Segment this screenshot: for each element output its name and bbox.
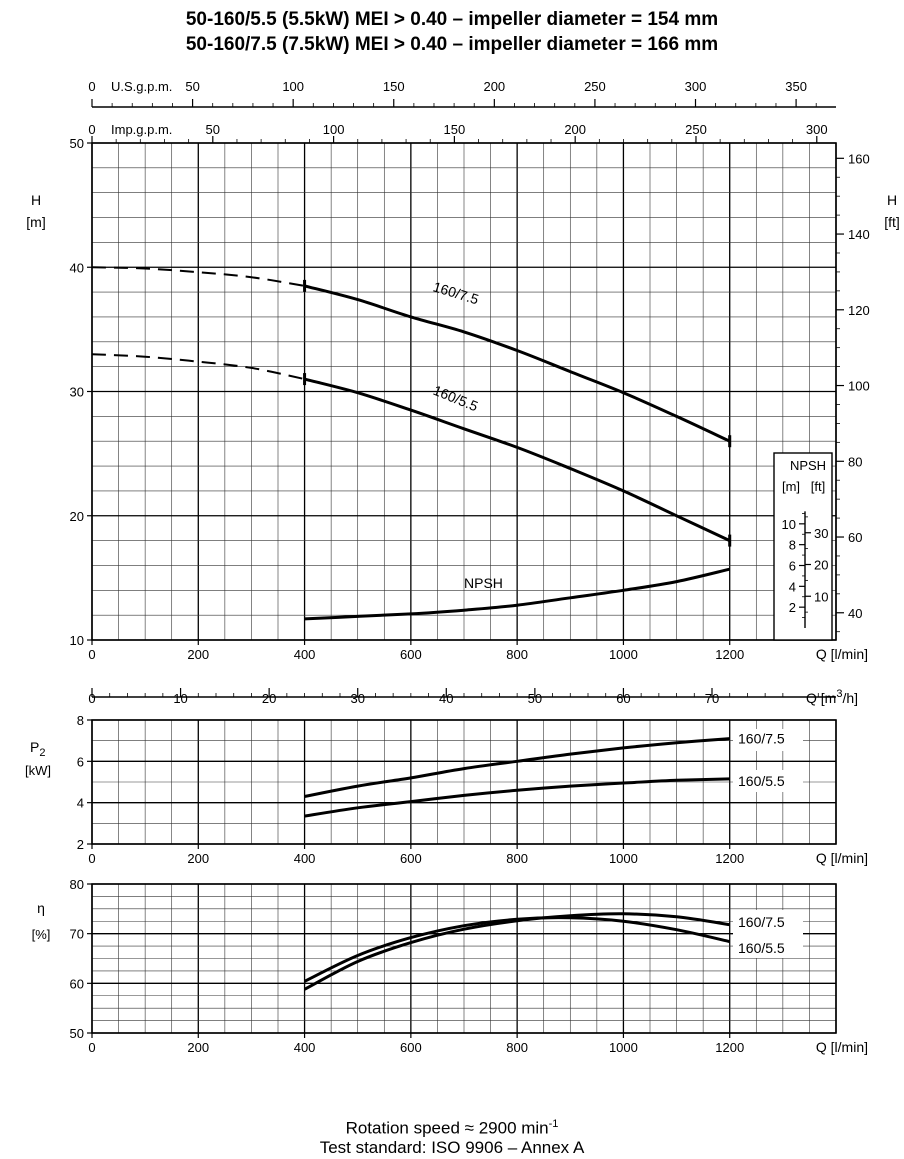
- head-ft-axis-label: H: [886, 192, 898, 208]
- power-series-label-5-5: 160/5.5: [738, 772, 785, 789]
- npsh-m-tick-label: 10: [781, 516, 796, 532]
- head-grid: [92, 143, 836, 640]
- q-m3h-tick-label: 60: [616, 691, 631, 706]
- q-m3h-label-pre: Q [m: [806, 690, 837, 706]
- eff-x-tick-label: 200: [187, 1040, 210, 1055]
- chart-title-line2: 50-160/7.5 (7.5kW) MEI > 0.40 – impeller diameter = 166 mm: [185, 34, 719, 55]
- head-y-tick-label: 10: [69, 633, 84, 648]
- power-x-tick-label: 0: [88, 851, 96, 866]
- npsh-m-unit: [m]: [781, 479, 801, 494]
- head-ft-tick-label: 120: [848, 302, 870, 318]
- head-x-tick-label: 800: [506, 647, 528, 662]
- power-x-tick-label: 800: [506, 851, 528, 866]
- npsh-ft-tick-label: 30: [814, 525, 829, 541]
- q-m3h-tick-label: 10: [173, 691, 188, 706]
- head-y-tick-label: 20: [69, 508, 84, 524]
- head-y-tick-label: 50: [69, 136, 84, 151]
- us-gpm-tick-label: 100: [282, 79, 305, 94]
- eff-x-tick-label: 0: [88, 1040, 96, 1055]
- head-x-tick-label: 1000: [608, 647, 638, 662]
- q-m3h-tick-label: 70: [704, 691, 720, 706]
- head-x-tick-label: 0: [88, 647, 96, 662]
- eff-x-tick-label: 1200: [715, 1040, 745, 1055]
- head-y-tick-label: 40: [69, 260, 84, 276]
- eff-x-axis-label: Q [l/min]: [815, 1039, 868, 1055]
- us-gpm-tick-label: 0: [88, 79, 96, 94]
- head-ft-tick-label: 60: [848, 530, 863, 546]
- us-gpm-tick-label: 300: [684, 79, 707, 94]
- npsh-m-tick-label: 2: [788, 600, 796, 616]
- imp-gpm-tick-label: 50: [205, 122, 221, 137]
- head-y-axis-unit: [m]: [26, 214, 46, 230]
- q-m3h-tick-label: 50: [527, 691, 543, 706]
- imp-gpm-tick-label: 100: [322, 122, 345, 137]
- us-gpm-tick-label: 350: [785, 79, 807, 94]
- imp-gpm-tick-label: 200: [564, 122, 587, 137]
- power-y-tick-label: 2: [76, 837, 84, 852]
- eff-x-tick-label: 800: [506, 1040, 528, 1055]
- power-y-axis-label: [30, 739, 45, 759]
- q-m3h-tick-label: 40: [439, 691, 454, 706]
- power-x-tick-label: 1000: [608, 851, 638, 866]
- q-m3h-axis-label: [806, 688, 858, 706]
- eff-y-tick-label: 50: [69, 1026, 84, 1041]
- eff-series-label-7-5: 160/7.5: [738, 914, 785, 930]
- q-m3h-label-exp: 3: [836, 688, 843, 700]
- rotation-speed-text: Rotation speed ≈ 2900 min: [345, 1118, 549, 1138]
- power-label-sub: 2: [39, 747, 46, 759]
- q-m3h-tick-label: 0: [88, 691, 96, 706]
- us-gpm-tick-label: 50: [185, 79, 200, 94]
- us-gpm-axis-label: U.S.g.p.m.: [111, 79, 173, 94]
- us-gpm-tick-label: 250: [584, 79, 606, 94]
- imp-gpm-tick-label: 150: [443, 122, 466, 137]
- npsh-ft-tick-label: 20: [814, 557, 829, 573]
- head-x-tick-label: 200: [187, 647, 210, 662]
- eff-y-axis-unit: [%]: [31, 927, 51, 942]
- eff-x-tick-label: 1000: [608, 1040, 638, 1055]
- power-x-tick-label: 600: [400, 851, 422, 866]
- head-x-tick-label: 1200: [715, 647, 745, 662]
- power-label-p: P: [30, 739, 40, 755]
- eff-y-axis-label: η: [37, 900, 45, 916]
- power-x-axis-label: Q [l/min]: [815, 850, 868, 866]
- eff-grid: [92, 884, 836, 1033]
- imp-gpm-tick-label: 300: [805, 122, 828, 137]
- eff-series-label-5-5: 160/5.5: [738, 940, 785, 956]
- chart-title-line1: 50-160/5.5 (5.5kW) MEI > 0.40 – impeller diameter = 154 mm: [185, 9, 719, 30]
- eff-y-tick-label: 60: [69, 976, 84, 992]
- eff-x-tick-label: 400: [293, 1040, 316, 1055]
- npsh-m-tick-label: 8: [788, 537, 796, 553]
- npsh-scale-title: NPSH: [789, 458, 827, 473]
- rotation-speed-exponent: -1: [548, 1118, 559, 1130]
- head-x-tick-label: 600: [400, 647, 422, 662]
- imp-gpm-tick-label: 250: [685, 122, 707, 137]
- power-x-tick-label: 400: [293, 851, 316, 866]
- q-m3h-label-post: /h]: [842, 690, 859, 706]
- head-ft-tick-label: 160: [848, 151, 870, 167]
- q-m3h-tick-label: 30: [350, 691, 365, 706]
- imp-gpm-axis-label: Imp.g.p.m.: [111, 122, 173, 137]
- head-y-tick-label: 30: [69, 384, 84, 400]
- head-ft-tick-label: 100: [848, 378, 870, 394]
- npsh-m-tick-label: 4: [788, 579, 796, 595]
- npsh-ft-unit: [ft]: [810, 479, 826, 494]
- head-ft-tick-label: 80: [848, 454, 863, 470]
- head-ft-axis-unit: [ft]: [884, 214, 900, 230]
- power-y-tick-label: 8: [76, 713, 84, 728]
- head-x-axis-label: Q [l/min]: [815, 646, 868, 662]
- q-m3h-tick-label: 20: [261, 691, 277, 706]
- eff-x-tick-label: 600: [400, 1040, 422, 1055]
- power-y-tick-label: 6: [76, 754, 84, 770]
- eff-y-tick-label: 70: [69, 926, 84, 942]
- npsh-m-tick-label: 6: [788, 558, 796, 574]
- power-y-axis-unit: [kW]: [25, 763, 51, 778]
- us-gpm-tick-label: 150: [382, 79, 405, 94]
- eff-y-tick-label: 80: [69, 877, 84, 892]
- head-series-label-5-5: 160/5.5: [430, 381, 481, 415]
- rotation-speed-note: [0, 1114, 904, 1139]
- imp-gpm-tick-label: 0: [88, 122, 96, 137]
- power-x-tick-label: 200: [187, 851, 210, 866]
- power-series-label-7-5: 160/7.5: [738, 730, 785, 747]
- head-x-tick-label: 400: [293, 647, 316, 662]
- power-x-tick-label: 1200: [715, 851, 745, 866]
- power-y-tick-label: 4: [76, 795, 84, 811]
- us-gpm-tick-label: 200: [483, 79, 506, 94]
- npsh-ft-tick-label: 10: [814, 589, 829, 605]
- npsh-curve-label: NPSH: [464, 574, 503, 591]
- head-y-axis-label: H: [30, 192, 42, 208]
- head-series-label-7-5: 160/7.5: [431, 278, 481, 308]
- head-ft-tick-label: 40: [848, 605, 863, 621]
- head-ft-tick-label: 140: [848, 227, 870, 243]
- test-standard-note: Test standard: ISO 9906 – Annex A: [319, 1138, 585, 1157]
